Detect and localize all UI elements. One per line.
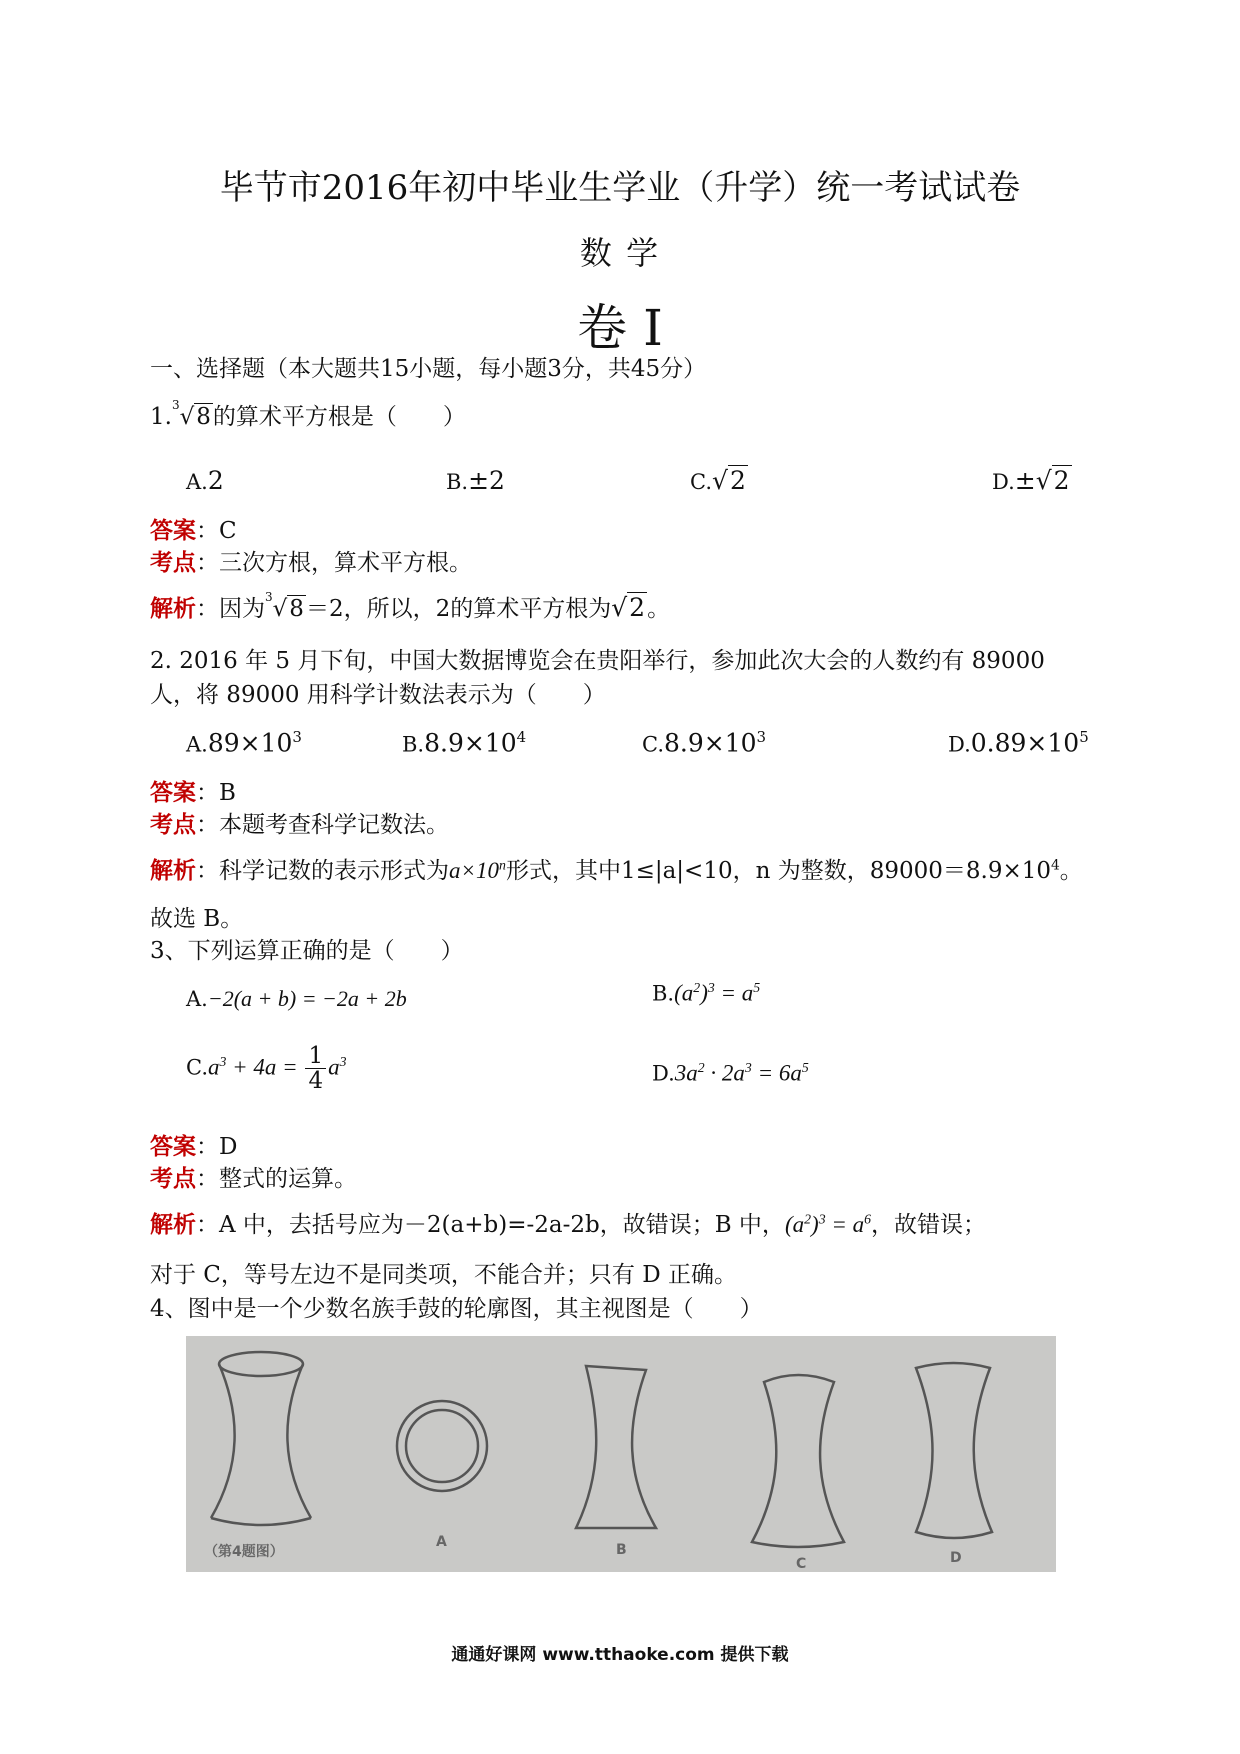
q3-point: 考点：整式的运算。 [150,1165,357,1192]
drum-right-side [287,1364,311,1518]
q1-option-a: A.2 [186,466,224,495]
drum-figure [186,1336,1056,1572]
q3-analysis: 解析：A 中，去括号应为－2(a+b)=-2a-2b，故错误；B 中，$(a^2)^3 = a^6$，故错误； [150,1211,987,1238]
option-b-outline [576,1366,656,1528]
subject-title: 数 学 [579,234,661,272]
option-d-outline [916,1363,992,1538]
q2-option-a: $A.89\times 10^3$ [186,728,302,758]
q2-analysis-line2: 故选 B。 [150,906,244,932]
footer-credit: 通通好课网 www.tthaoke.com 提供下载 [451,1645,789,1665]
figure-caption: （第4题图） [204,1544,284,1560]
section-heading: 一、选择题（本大题共15小题，每小题3分，共45分） [150,356,707,382]
q3-stem: 3、下列运算正确的是（ ） [150,938,464,964]
volume-title: 卷 I [577,299,663,357]
exam-title: 毕节市2016年初中毕业生学业（升学）统一考试试卷 [219,168,1021,208]
q3-option-d: $D.3a^2 \cdot 2a^3 = 6a^5$ [652,1060,809,1086]
q2-stem-line1: 2. 2016 年 5 月下旬，中国大数据博览会在贵阳举行，参加此次大会的人数约有 89000 [150,648,1045,674]
q2-option-b: $B.8.9\times 10^4$ [402,728,527,758]
q4-stem: 4、图中是一个少数名族手鼓的轮廓图，其主视图是（ ） [150,1296,763,1322]
q2-answer: 答案：B [150,779,236,806]
q2-point: 考点：本题考查科学记数法。 [150,811,449,838]
figure-label-c: C [796,1556,807,1572]
option-a-inner-ring [406,1410,478,1482]
q3-analysis-line2: 对于 C，等号左边不是同类项，不能合并；只有 D 正确。 [150,1262,737,1288]
q1-stem: 1.$^3$√8的算术平方根是（ ） [150,398,466,430]
drum-bottom-arc [211,1518,311,1525]
drum-top-ellipse [219,1352,303,1376]
q3-answer: 答案：D [150,1133,238,1160]
q3-option-b: $B.(a^2)^3 = a^5$ [652,980,761,1006]
q3-option-c: $C.a^3 + 4a$ = $\frac{1}{4}$ $a^3$ [186,1043,347,1095]
cube-root-symbol: $^3$√8 [171,398,211,430]
q2-option-d: $D.0.89\times 10^5$ [948,728,1089,758]
figure-label-b: B [616,1542,627,1558]
figure-label-a: A [436,1534,447,1550]
option-c-outline [752,1375,844,1547]
drum-left-side [211,1364,235,1518]
drum-outline-drawings [186,1336,1056,1572]
q1-point: 考点：三次方根，算术平方根。 [150,549,472,576]
fraction-one-quarter: $\frac{1}{4}$ [305,1044,326,1093]
q1-option-b: B.±2 [446,466,505,495]
q2-analysis: 解析：科学记数的表示形式为$a\times 10^n$形式，其中1≤|a|<10，n 为整数，$89000=8.9\times 10^4$。 [150,857,1083,884]
q2-stem-line2: 人，将 89000 用科学计数法表示为（ ） [150,682,606,708]
figure-label-d: D [950,1550,962,1566]
q1-answer: 答案：C [150,517,237,544]
q3-option-a: A.−2(a + b) = −2a + 2b [186,986,407,1011]
q2-option-c: $C.8.9\times 10^3$ [642,728,767,758]
q1-option-d: D.±√2 [992,466,1070,495]
q1-analysis: 解析：因为$^3$√8＝2，所以，2的算术平方根为√2。 [150,590,671,622]
q1-option-c: C.√2 [690,466,746,495]
option-a-outer-ring [397,1401,487,1491]
